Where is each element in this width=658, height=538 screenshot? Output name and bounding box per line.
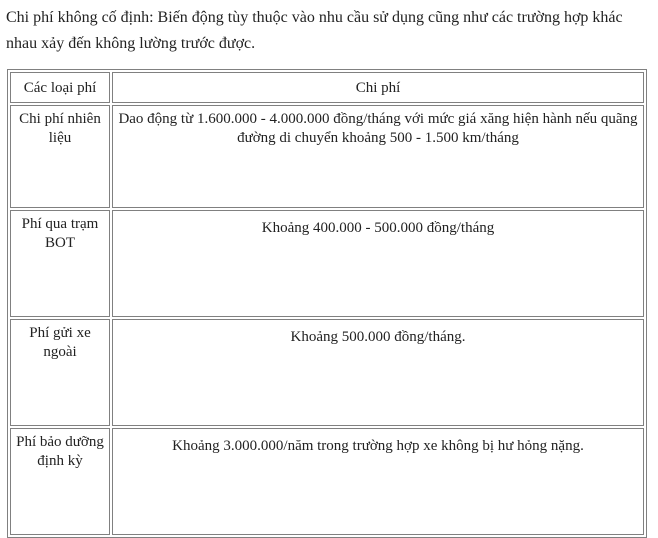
table-row [10, 428, 644, 535]
table-row [10, 105, 644, 208]
header-fee-type: Các loại phí [10, 72, 110, 103]
fee-cost-cell: Khoảng 3.000.000/năm trong trường hợp xe không bị hư hỏng nặng. [112, 428, 644, 535]
intro-paragraph: Chi phí không cố định: Biến động tùy thuộc vào nhu cầu sử dụng cũng như các trường hợp khác nhau xảy đến không lường trước được. [6, 9, 623, 52]
fee-cost-cell: Khoảng 500.000 đồng/tháng. [112, 319, 644, 426]
fee-type-cell: Chi phí nhiên liệu [10, 105, 110, 208]
table-row [10, 210, 644, 317]
fee-type-cell: Phí gửi xe ngoài [10, 319, 110, 426]
cost-table [7, 69, 647, 538]
table-header-row [10, 72, 644, 103]
fee-cost-cell: Khoảng 400.000 - 500.000 đồng/tháng [112, 210, 644, 317]
header-cost: Chi phí [112, 72, 644, 103]
fee-type-cell: Phí bảo dưỡng định kỳ [10, 428, 110, 535]
fee-type-cell: Phí qua trạm BOT [10, 210, 110, 317]
table-row [10, 319, 644, 426]
fee-cost-cell: Dao động từ 1.600.000 - 4.000.000 đồng/tháng với mức giá xăng hiện hành nếu quãng đường di chuyển khoảng 500 - 1.500 km/tháng [112, 105, 644, 208]
